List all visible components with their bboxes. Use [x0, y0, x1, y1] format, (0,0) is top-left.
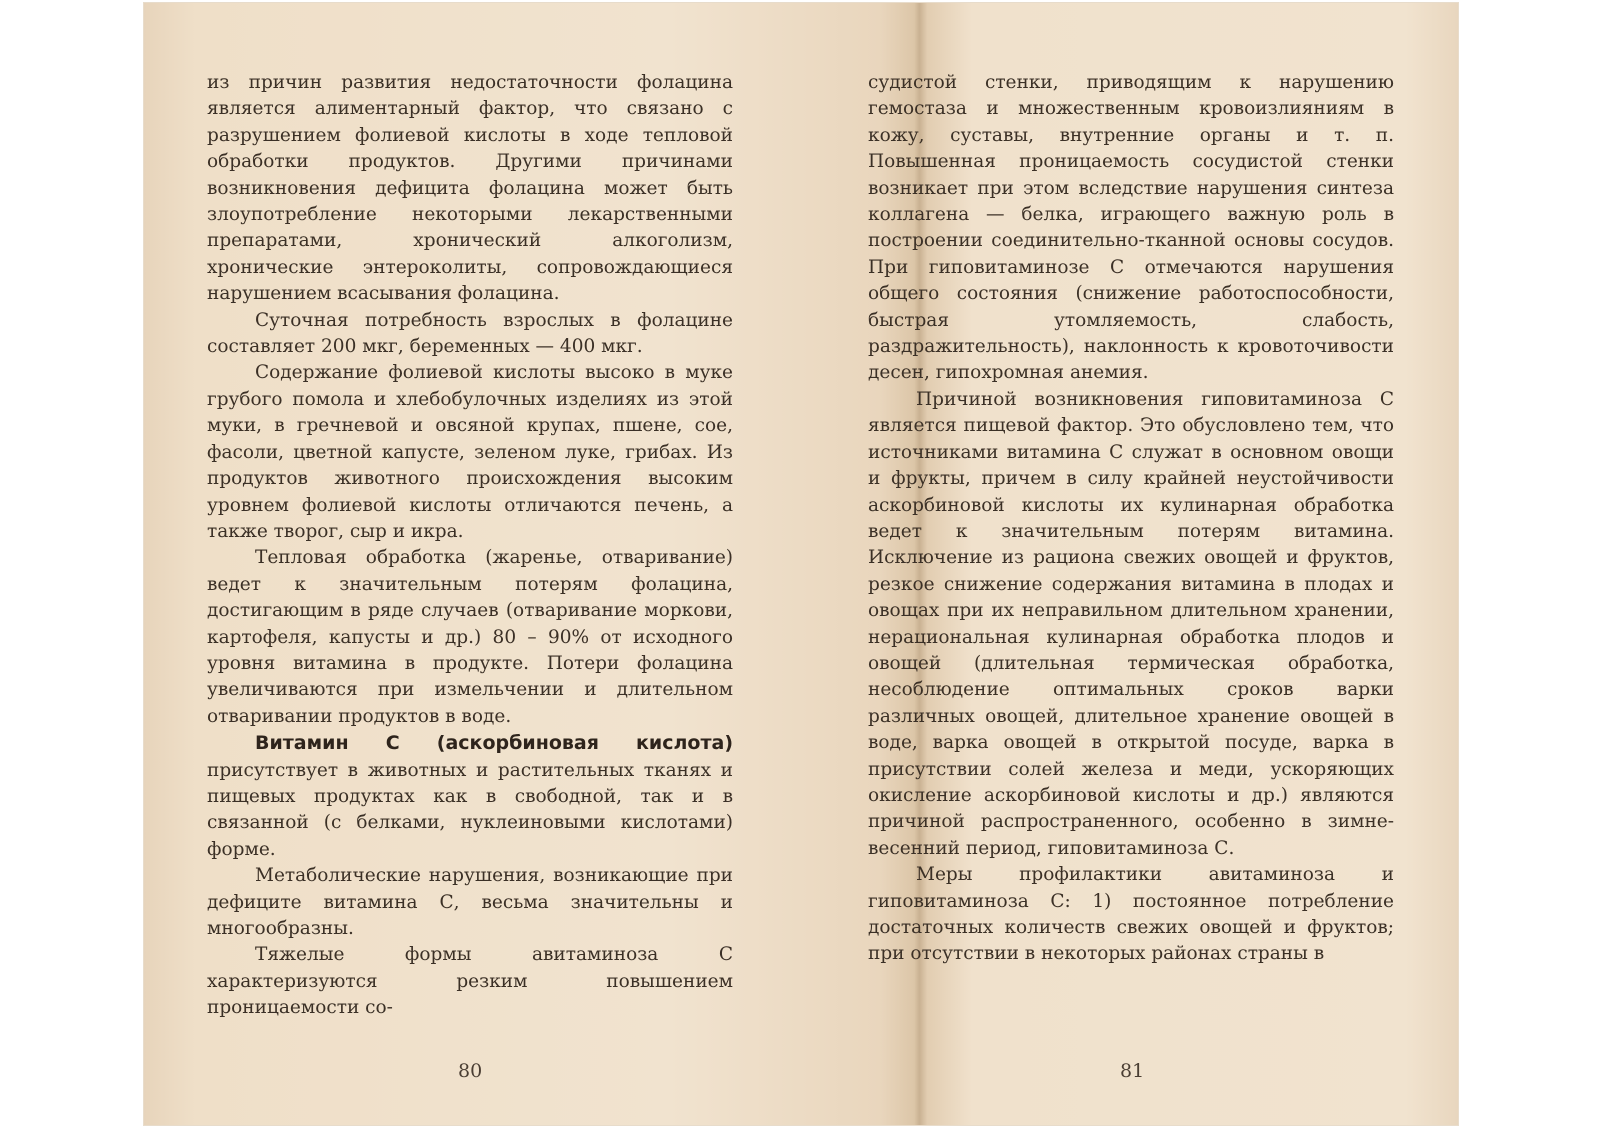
- paragraph: Причиной возникновения гиповитаминоза С является пищевой фактор. Это обусловлено тем, что источниками витамина С служат в основном овощи и фрукты, причем в силу крайней неустойчивости аскорбиновой кислоты их кулинарная обработка ведет к значительным потерям витамина. Исключение из рациона свежих овощей и фруктов, резкое снижение содержания витамина в плодах и овощах при их неправильном длительном хранении, нерациональная кулинарная обработка плодов и овощей (длительная термическая обработка, несоблюдение оптимальных сроков варки различных овощей, длительное хранение овощей в воде, варка овощей в открытой посуде, варка в присутствии солей железа и меди, ускоряющих окисление аскорбиновой кислоты и др.) являются причиной распространенного, особенно в зимне-весенний период, гиповитаминоза С.: [868, 388, 1394, 859]
- paragraph: Тепловая обработка (жаренье, отваривание) ведет к значительным потерям фолацина, достигающим в ряде случаев (отваривание моркови, картофеля, капусты и др.) 80 – 90% от исходного уровня витамина в продукте. Потери фолацина увеличиваются при измельчении и длительном отваривании продуктов в воде.: [207, 547, 733, 727]
- page-number-left: 80: [458, 1060, 483, 1082]
- paragraph: судистой стенки, приводящим к нарушению гемостаза и множественным кровоизлияниям в кожу, суставы, внутренние органы и т. п. Повышенная проницаемость сосудистой стенки возникает при этом вследствие нарушения синтеза коллагена — белка, играющего важную роль в построении соединительно-тканной основы сосудов. При гиповитаминозе С отмечаются нарушения общего состояния (снижение работоспособности, быстрая утомляемость, слабость, раздражительность), наклонность к кровоточивости десен, гипохромная анемия.: [868, 72, 1394, 384]
- paragraph-vitamin-c: [207, 730, 733, 863]
- paragraph: Меры профилактики авитаминоза и гиповитаминоза С: 1) постоянное потребление достаточных количеств свежих овощей и фруктов; при отсутствии в некоторых районах страны в: [868, 864, 1394, 965]
- paragraph: Суточная потребность взрослых в фолацине составляет 200 мкг, беременных — 400 мкг.: [207, 309, 733, 358]
- paragraph: Метаболические нарушения, возникающие при дефиците витамина С, весьма значительны и многообразны.: [207, 865, 733, 939]
- left-page-text: [207, 70, 733, 1022]
- right-page-text: [868, 70, 1394, 968]
- section-heading: Витамин С (аскорбиновая кислота): [255, 732, 733, 755]
- paragraph: Тяжелые формы авитаминоза С характеризуются резким повышением проницаемости со-: [207, 944, 733, 1019]
- page-number-right: 81: [1120, 1060, 1145, 1082]
- paragraph: из причин развития недостаточности фолацина является алиментарный фактор, что связано с разрушением фолиевой кислоты в ходе тепловой обработки продуктов. Другими причинами возникновения дефицита фолацина может быть злоупотребление некоторыми лекарственными препаратами, хронический алкоголизм, хронические энтероколиты, сопровождающиеся нарушением всасывания фолацина.: [207, 72, 733, 305]
- paragraph-text: присутствует в животных и растительных тканях и пищевых продуктах как в свободной, так и в связанной (с белками, нуклеиновыми кислотами) форме.: [207, 759, 733, 860]
- paragraph: Содержание фолиевой кислоты высоко в муке грубого помола и хлебобулочных изделиях из этой муки, в гречневой и овсяной крупах, пшене, сое, фасоли, цветной капусте, зеленом луке, грибах. Из продуктов животного происхождения высоким уровнем фолиевой кислоты отличаются печень, а также творог, сыр и икра.: [207, 362, 733, 542]
